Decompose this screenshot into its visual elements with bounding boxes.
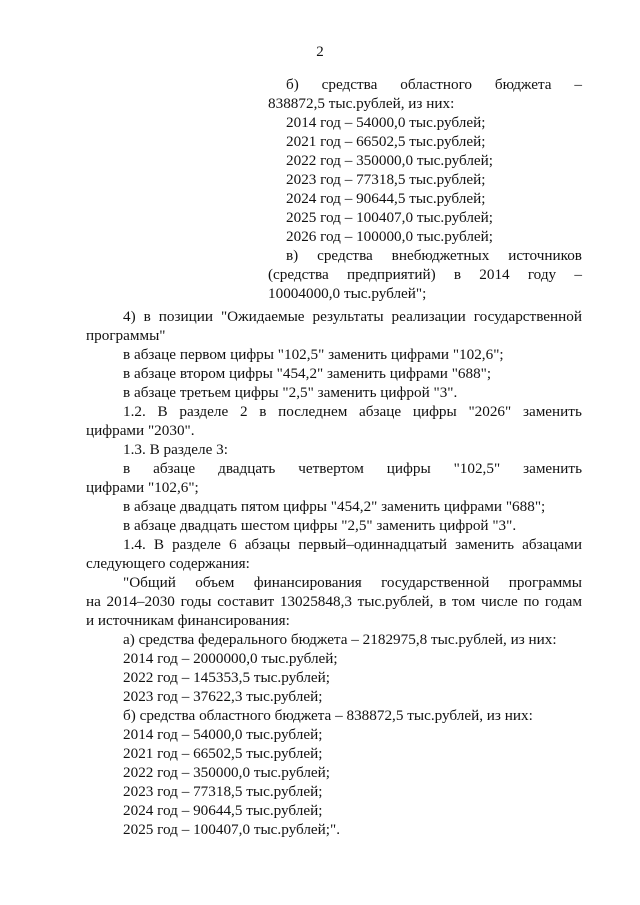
year-line: 2014 год – 2000000,0 тыс.рублей; <box>123 650 338 667</box>
word: б) <box>286 76 299 93</box>
word: абзацы <box>244 536 291 553</box>
word: том <box>451 593 476 610</box>
word: по <box>523 593 540 610</box>
item13-line-2: цифрами "102,6"; <box>86 479 199 496</box>
item12-line-2: цифрами "2030". <box>86 422 195 439</box>
year-line: 2021 год – 66502,5 тыс.рублей; <box>123 745 323 762</box>
word: в <box>259 403 267 420</box>
word: (средства <box>268 266 329 283</box>
word: годам <box>544 593 582 610</box>
word: заменить <box>523 460 582 477</box>
item4-sub-1: в абзаце первом цифры "102,5" заменить цифрами "102,6"; <box>123 346 504 363</box>
federal-budget-line: а) средства федерального бюджета – 2182975,8 тыс.рублей, из них: <box>123 631 557 648</box>
item4-line-1 <box>123 308 582 326</box>
word: заменить <box>522 403 582 420</box>
word: году <box>527 266 557 283</box>
item12-line-1 <box>123 403 582 421</box>
year-line: 2022 год – 350000,0 тыс.рублей; <box>123 764 331 781</box>
word: 4) <box>123 308 136 325</box>
word: государственной <box>381 574 490 591</box>
word: 6 <box>229 536 237 553</box>
b-heading-cont: 838872,5 тыс.рублей, из них: <box>268 95 455 112</box>
word: разделе <box>172 536 221 553</box>
page-number: 2 <box>316 44 324 60</box>
word: объем <box>195 574 235 591</box>
word: 2014 <box>479 266 510 283</box>
item13-sub-2: в абзаце двадцать пятом цифры "454,2" заменить цифрами "688"; <box>123 498 546 515</box>
word: последнем <box>278 403 348 420</box>
year-line: 2023 год – 77318,5 тыс.рублей; <box>286 171 486 188</box>
item13-sub-3: в абзаце двадцать шестом цифры "2,5" заменить цифрой "3". <box>123 517 517 534</box>
word: "Общий <box>123 574 176 591</box>
word: реализации <box>391 308 466 325</box>
regional-budget-line: б) средства областного бюджета – 838872,5 тыс.рублей, из них: <box>123 707 533 724</box>
word: источников <box>508 247 582 264</box>
year-line: 2025 год – 100407,0 тыс.рублей; <box>286 209 494 226</box>
year-line: 2025 год – 100407,0 тыс.рублей;". <box>123 821 341 838</box>
v-heading-line-3: 10004000,0 тыс.рублей"; <box>268 285 427 302</box>
item4-sub-2: в абзаце втором цифры "454,2" заменить цифрами "688"; <box>123 365 492 382</box>
year-line: 2026 год – 100000,0 тыс.рублей; <box>286 228 494 245</box>
word: предприятий) <box>346 266 436 283</box>
v-heading-line-2 <box>268 266 582 284</box>
word: средства <box>321 76 378 93</box>
word: 1.4. <box>123 536 146 553</box>
word: на <box>86 593 101 610</box>
word: результаты <box>312 308 384 325</box>
year-line: 2024 год – 90644,5 тыс.рублей; <box>286 190 486 207</box>
word: в <box>143 308 151 325</box>
year-line: 2014 год – 54000,0 тыс.рублей; <box>123 726 323 743</box>
year-line: 2023 год – 77318,5 тыс.рублей; <box>123 783 323 800</box>
year-line: 2023 год – 37622,3 тыс.рублей; <box>123 688 323 705</box>
word: в) <box>286 247 299 264</box>
word: тыс.рублей, <box>357 593 434 610</box>
item13-line-1 <box>123 460 582 478</box>
item14-line-2: следующего содержания: <box>86 555 250 572</box>
v-heading-line <box>286 247 582 265</box>
year-line: 2021 год – 66502,5 тыс.рублей; <box>286 133 486 150</box>
word: "Ожидаемые <box>220 308 305 325</box>
item4-sub-3: в абзаце третьем цифры "2,5" заменить цифрой "3". <box>123 384 458 401</box>
word: программы <box>508 574 582 591</box>
item13-heading: 1.3. В разделе 3: <box>123 441 228 458</box>
word: областного <box>400 76 473 93</box>
quote-line-2 <box>86 593 582 611</box>
word: абзаце <box>359 403 402 420</box>
word: цифры <box>386 460 431 477</box>
word: числе <box>480 593 518 610</box>
word: первый–одиннадцатый <box>298 536 448 553</box>
year-line: 2022 год – 350000,0 тыс.рублей; <box>286 152 494 169</box>
word: в <box>123 460 131 477</box>
quote-line-1 <box>123 574 582 592</box>
item14-line-1 <box>123 536 582 554</box>
word: внебюджетных <box>391 247 490 264</box>
b-heading-line <box>286 76 582 94</box>
quote-line-3: и источникам финансирования: <box>86 612 290 629</box>
year-line: 2022 год – 145353,5 тыс.рублей; <box>123 669 331 686</box>
word: "2026" <box>468 403 512 420</box>
word: годы <box>180 593 212 610</box>
word: 1.2. <box>123 403 146 420</box>
word: позиции <box>158 308 213 325</box>
year-line: 2024 год – 90644,5 тыс.рублей; <box>123 802 323 819</box>
word: в <box>453 266 462 283</box>
word: заменить <box>455 536 515 553</box>
word: В <box>157 403 168 420</box>
word: 2 <box>239 403 248 420</box>
word: двадцать <box>218 460 276 477</box>
year-line: 2014 год – 54000,0 тыс.рублей; <box>286 114 486 131</box>
word: государственной <box>473 308 582 325</box>
word: "102,5" <box>453 460 501 477</box>
word: В <box>153 536 164 553</box>
word: абзаце <box>153 460 196 477</box>
word: – <box>574 76 582 93</box>
word: 2014–2030 <box>106 593 175 610</box>
word: средства <box>317 247 373 264</box>
word: разделе <box>179 403 229 420</box>
word: цифры <box>412 403 457 420</box>
word: бюджета <box>494 76 552 93</box>
word: – <box>574 266 582 283</box>
word: в <box>439 593 447 610</box>
word: 13025848,3 <box>279 593 352 610</box>
word: четвертом <box>298 460 364 477</box>
item4-line-2: программы" <box>86 327 166 344</box>
word: абзацами <box>522 536 582 553</box>
word: составит <box>217 593 275 610</box>
word: финансирования <box>253 574 362 591</box>
